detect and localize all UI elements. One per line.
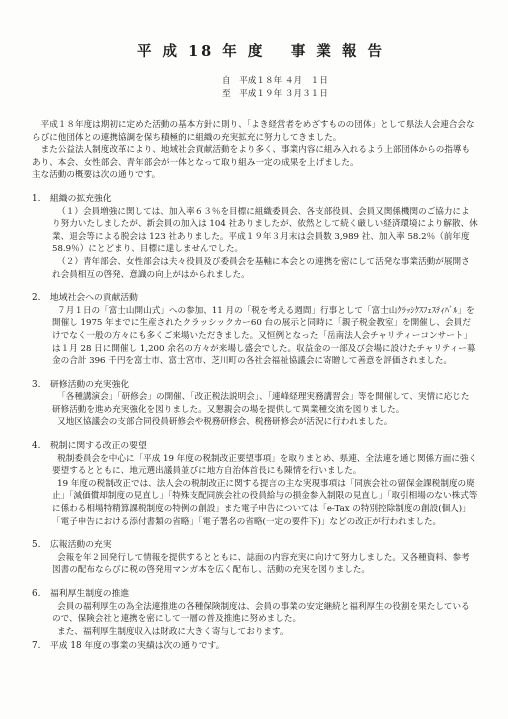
section-paragraph: 会員の福利厚生の為全法連推進の各種保険制度は、会員の事業の安定継続と福利厚生の役割を果たしているので、保険会社と連携を密にして一層の普及推進に努めました。 — [52, 601, 470, 625]
section-paragraph: （１）会員増強に関しては、加入率６３％を目標に組織委員会、各支部役員、会員又関係機関のご協力により努力いたしましたが、新会員の加入は 104 社ありましたが、依然として続く厳しい経済環境により解散、休業、退会等による脱会は 123 社ありました。平成１９年３月末は会員数 3,989 社、加入率 58.2％（前年度 58.9％）にとどまり、目標に達しませんでした。 — [52, 206, 478, 255]
report-period — [222, 75, 478, 101]
section-organization — [32, 193, 478, 281]
section-welfare — [32, 588, 478, 638]
section-heading — [32, 379, 478, 392]
period-from: 自 平成１８年 ４月 １日 — [222, 76, 328, 86]
section-heading — [32, 539, 478, 552]
section-paragraph: また、福利厚生制度収入は財政に大きく寄与しております。 — [57, 626, 289, 637]
section-paragraph: 会報を年２回発行して情報を提供するとともに、誌面の内容充実に向けて努力しました。又各種資料、参考図書の配布ならびに税の啓発用マンガ本を広く配布し、活動の充実を図りました。 — [52, 552, 470, 576]
section-training — [32, 379, 478, 429]
section-results — [32, 640, 478, 653]
intro-paragraph: また公益法人制度改革により、地域社会貢献活動をより多く、事業内容に組み入れるよう上部団体からの指導もあり、本会、女性部会、青年部会が一体となって取り組み一定の成果を上げました。 — [32, 145, 471, 168]
section-tax-request — [32, 440, 478, 528]
section-community — [32, 292, 478, 368]
section-title: 研修活動の充実強化 — [50, 379, 130, 390]
section-title: 広報活動の充実 — [50, 540, 112, 551]
intro-paragraph: 主な活動の概要は次の通りです。 — [32, 170, 161, 181]
page-title: 平 成 18 年 度 事 業 報 告 — [136, 43, 386, 60]
section-number: 5. — [32, 540, 41, 551]
section-heading — [32, 588, 478, 601]
section-number: 7. — [32, 641, 41, 652]
section-title: 組織の拡充強化 — [50, 193, 112, 204]
section-title: 福利厚生制度の推進 — [50, 589, 130, 599]
section-number: 1. — [32, 193, 41, 204]
section-number: 6. — [32, 589, 41, 599]
section-number: 2. — [32, 293, 41, 304]
section-paragraph: 又地区協議会の支部合同役員研修会や税務研修会、税務研修会が活況に行われました。 — [57, 417, 393, 428]
section-paragraph: 税制委員会を中心に「平成 19 年度の税制改正要望事項」を取りまとめ、県連、全法連を通じ関係方面に強く要望するとともに、地元選出議員並びに地方自治体首長にも陳情を行いました。 — [52, 453, 478, 477]
section-title: 地域社会への貢献活動 — [50, 293, 138, 304]
section-number: 3. — [32, 379, 41, 390]
section-heading — [32, 292, 478, 305]
intro-text — [32, 119, 478, 182]
section-title: 税制に関する改正の要望 — [50, 441, 147, 452]
section-paragraph: ７月１日の「富士山開山式」への参加、11 月の「税を考える週間」行事として「富士山ｸﾗｯｼｸｽﾌｪｽﾃｨﾊﾞﾙ」を開催し 1975 年までに生産されたクラッシックカー60 台の展示と同時に「親子税金教室」を開催し、会員だけでなく一般の方々にも多くご来場いただきました。又恒例となった「岳南法人会チャリティーコンサート」は１月 28 日に開催し 1,200 余名の方々が来場し盛会でした。収益金の一部及び会場に設けたチャリティー募金の合計 396 千円を富士市、富士宮市、芝川町の各社会福祉協議会に寄贈して善意を評価されました。 — [52, 305, 476, 367]
section-heading — [32, 440, 478, 453]
section-pr — [32, 539, 478, 577]
intro-paragraph: 平成１８年度は期初に定めた活動の基本方針に則り、「よき経営者をめざすものの団体」として県法人会連合会ならびに他団体との連携協調を保ち積極的に組織の充実拡充に努力してきました。 — [32, 120, 475, 143]
section-title: 平成 18 年度の事業の実績は次の通りです。 — [50, 641, 225, 652]
section-number: 4. — [32, 441, 41, 452]
section-paragraph: 「各種講演会」「研修会」の開催、「改正税法説明会」、「連峰経理実務講習会」等を開催して、実情に応じた研修活動を進め充実強化を図りました。又懇親会の場を提供して異業種交流を図りました。 — [52, 392, 470, 415]
period-to: 至 平成１９年 ３月３１日 — [222, 89, 328, 99]
section-heading — [32, 193, 478, 206]
section-paragraph: （２）青年部会、女性部会は夫々役員及び委員会を基軸に本会との連携を密にして活発な事業活動が展開され会員相互の啓発、意識の向上がはかられました。 — [52, 256, 470, 280]
section-paragraph: 19 年度の税制改正では、法人会の税制改正に関する提言の主な実現事項は「同族会社の留保金課税制度の廃止」「減価償却制度の見直し」「特殊支配同族会社の役員給与の損金参入制限の見直し」「取引相場のない株式等に係わる相場特精算課税制度の特例の創設」また電子申告については「e-Tax の特別控除制度の創設(個人)」「電子申告における添付書類の省略」「電子署名の省略(一定の要件下)」などの改正が行われました。 — [52, 478, 478, 527]
